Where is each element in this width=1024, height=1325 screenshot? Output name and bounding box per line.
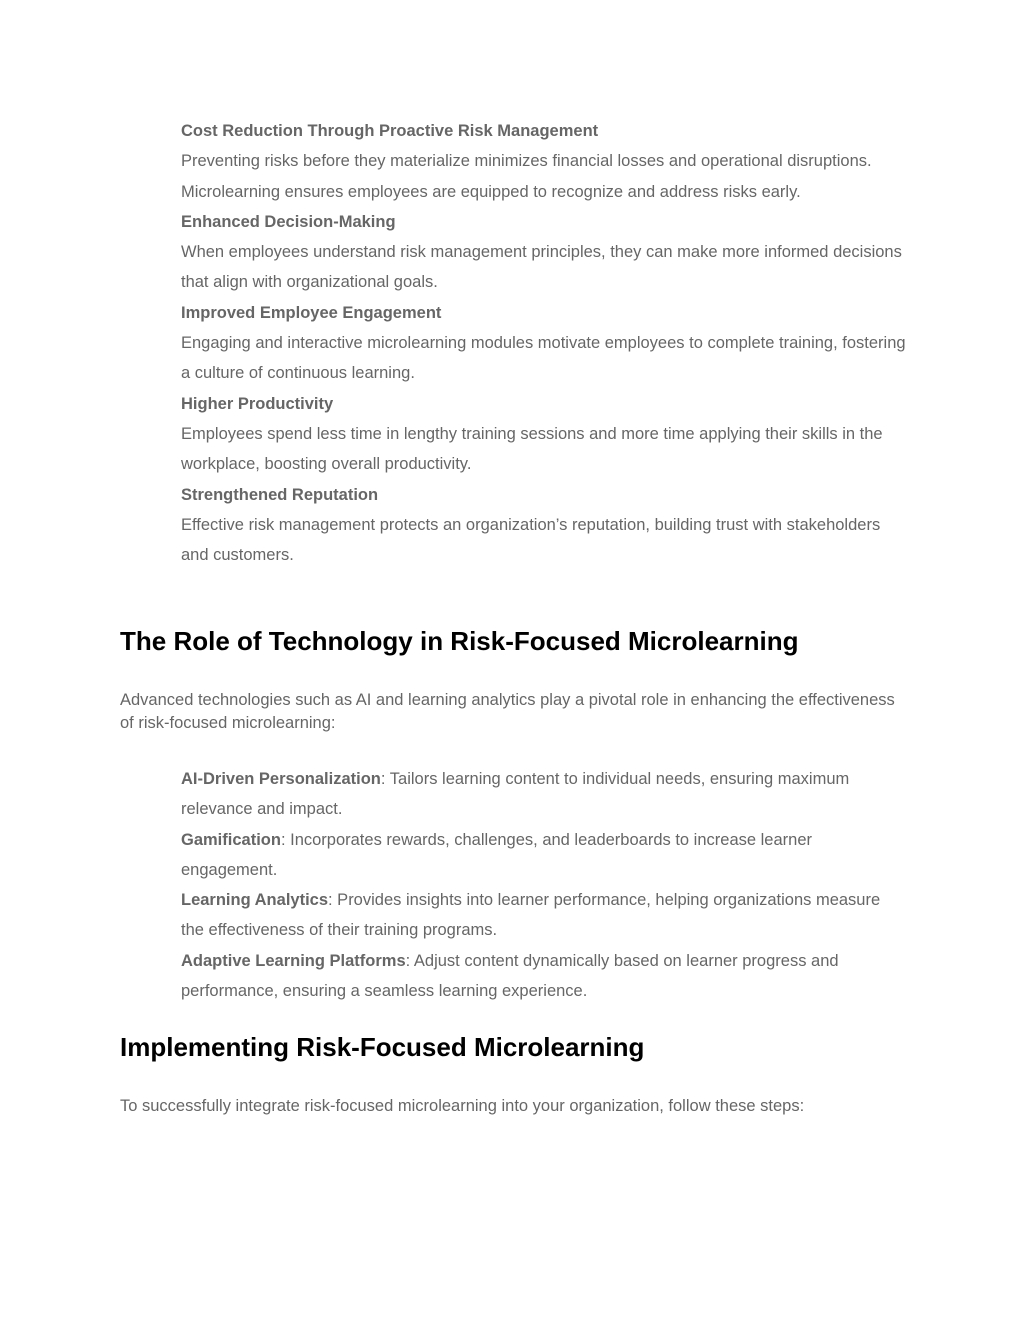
benefit-description: Employees spend less time in lengthy training sessions and more time applying their skills in the workplace, boosting overall productivity. bbox=[181, 424, 883, 474]
technology-section-intro: Advanced technologies such as AI and learning analytics play a pivotal role in enhancing the effectiveness of risk-focused microlearning: bbox=[120, 691, 895, 732]
benefit-title: Cost Reduction Through Proactive Risk Management bbox=[181, 122, 599, 140]
benefits-list bbox=[181, 116, 906, 570]
benefit-item bbox=[181, 298, 906, 389]
technology-item bbox=[181, 885, 906, 946]
technology-item bbox=[181, 946, 906, 1007]
technology-description: : Adjust content dynamically based on learner progress and performance, ensuring a seamless learning experience. bbox=[181, 951, 839, 1001]
benefit-title: Enhanced Decision-Making bbox=[181, 212, 396, 231]
technology-section-heading: The Role of Technology in Risk-Focused Microlearning bbox=[120, 626, 799, 656]
benefit-title: Higher Productivity bbox=[181, 394, 334, 413]
technology-term: Gamification bbox=[181, 830, 281, 849]
technology-description: : Tailors learning content to individual needs, ensuring maximum relevance and impact. bbox=[181, 770, 850, 819]
benefit-description: Engaging and interactive microlearning modules motivate employees to complete training, fostering a culture of continuous learning. bbox=[181, 334, 906, 383]
implementation-section-intro: To successfully integrate risk-focused microlearning into your organization, follow these steps: bbox=[120, 1097, 805, 1115]
benefit-item bbox=[181, 116, 906, 207]
technology-term: Adaptive Learning Platforms bbox=[181, 951, 406, 970]
technology-list bbox=[181, 764, 906, 1006]
technology-item bbox=[181, 764, 906, 825]
benefit-title: Improved Employee Engagement bbox=[181, 303, 442, 322]
benefit-item bbox=[181, 480, 906, 571]
implementation-section-heading: Implementing Risk-Focused Microlearning bbox=[120, 1032, 645, 1062]
benefit-item bbox=[181, 207, 906, 298]
benefit-item bbox=[181, 389, 906, 480]
benefit-title: Strengthened Reputation bbox=[181, 485, 379, 504]
technology-term: Learning Analytics bbox=[181, 891, 329, 910]
benefit-description: Preventing risks before they materialize minimizes financial losses and operational disruptions. Microlearning ensures employees are equipped to recognize and address risks early. bbox=[181, 152, 872, 201]
technology-description: : Provides insights into learner performance, helping organizations measure the effectiveness of their training programs. bbox=[181, 891, 881, 940]
technology-description: : Incorporates rewards, challenges, and leaderboards to increase learner engagement. bbox=[181, 830, 812, 879]
benefit-description: Effective risk management protects an organization’s reputation, building trust with stakeholders and customers. bbox=[181, 515, 881, 565]
technology-term: AI-Driven Personalization bbox=[181, 770, 381, 788]
benefit-description: When employees understand risk management principles, they can make more informed decisions that align with organizational goals. bbox=[181, 243, 902, 292]
technology-item bbox=[181, 825, 906, 886]
